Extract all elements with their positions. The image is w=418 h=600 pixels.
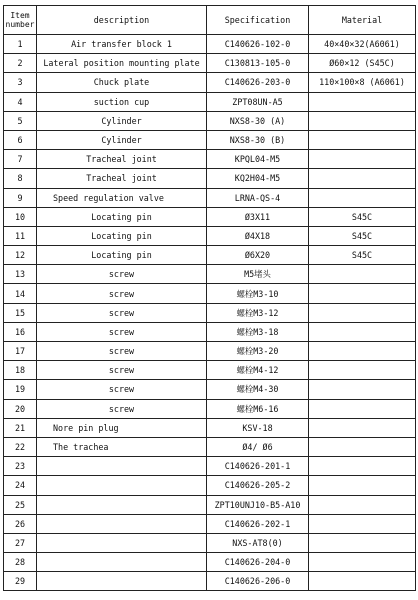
cell-material [309,188,416,207]
cell-item-number: 16 [4,322,37,341]
cell-material [309,169,416,188]
cell-description: Nore pin plug [37,418,207,437]
header-material: Material [309,6,416,35]
cell-description: screw [37,265,207,284]
table-row [4,457,416,476]
header-row [4,6,416,35]
cell-description: Tracheal joint [37,150,207,169]
cell-material [309,130,416,149]
table-row [4,533,416,552]
cell-material [309,457,416,476]
table-row [4,92,416,111]
cell-description [37,553,207,572]
cell-material [309,284,416,303]
parts-list-body [4,35,416,591]
cell-description: suction cup [37,92,207,111]
cell-description: Cylinder [37,111,207,130]
cell-material [309,92,416,111]
table-row [4,207,416,226]
table-row [4,514,416,533]
cell-material [309,514,416,533]
cell-material [309,322,416,341]
cell-specification: C140626-204-0 [207,553,309,572]
parts-list-sheet [3,5,415,597]
table-row [4,54,416,73]
table-row [4,380,416,399]
table-row [4,342,416,361]
table-row [4,284,416,303]
cell-specification: Ø4/ Ø6 [207,437,309,456]
cell-description [37,476,207,495]
cell-item-number: 18 [4,361,37,380]
cell-item-number: 26 [4,514,37,533]
table-row [4,572,416,591]
cell-description: screw [37,303,207,322]
cell-specification: C140626-205-2 [207,476,309,495]
cell-description [37,572,207,591]
table-row [4,111,416,130]
cell-description: Locating pin [37,226,207,245]
cell-item-number: 1 [4,35,37,54]
cell-item-number: 14 [4,284,37,303]
cell-specification: Ø4X18 [207,226,309,245]
cell-description: screw [37,399,207,418]
table-row [4,495,416,514]
cell-description: Locating pin [37,207,207,226]
cell-specification: 螺栓M3-10 [207,284,309,303]
cell-description [37,514,207,533]
cell-material [309,437,416,456]
cell-specification: ZPT10UNJ10-B5-A10 [207,495,309,514]
cell-item-number: 24 [4,476,37,495]
parts-list-table [3,5,416,591]
cell-item-number: 23 [4,457,37,476]
cell-item-number: 10 [4,207,37,226]
cell-description: Locating pin [37,246,207,265]
cell-material [309,572,416,591]
cell-material: S45C [309,226,416,245]
cell-material [309,111,416,130]
table-row [4,188,416,207]
table-row [4,437,416,456]
cell-description: screw [37,284,207,303]
cell-description: Cylinder [37,130,207,149]
cell-item-number: 5 [4,111,37,130]
cell-specification: NXS8-30 (B) [207,130,309,149]
cell-specification: C130813-105-0 [207,54,309,73]
cell-specification: LRNA-QS-4 [207,188,309,207]
cell-material: S45C [309,246,416,265]
table-row [4,150,416,169]
cell-description: screw [37,342,207,361]
cell-item-number: 25 [4,495,37,514]
cell-specification: NXS-AT8(0) [207,533,309,552]
cell-specification: C140626-202-1 [207,514,309,533]
header-item-line1: Item [10,11,30,20]
cell-description: The trachea [37,437,207,456]
cell-description: screw [37,322,207,341]
table-row [4,322,416,341]
cell-item-number: 28 [4,553,37,572]
cell-item-number: 17 [4,342,37,361]
table-row [4,303,416,322]
cell-item-number: 19 [4,380,37,399]
table-row [4,361,416,380]
cell-specification: ZPT08UN-A5 [207,92,309,111]
cell-description: Speed regulation valve [37,188,207,207]
cell-description: Lateral position mounting plate [37,54,207,73]
cell-specification: 螺栓M4-30 [207,380,309,399]
cell-specification: C140626-206-0 [207,572,309,591]
header-item-number [4,6,37,35]
table-row [4,169,416,188]
cell-item-number: 6 [4,130,37,149]
cell-material [309,495,416,514]
cell-specification: KQ2H04-M5 [207,169,309,188]
cell-specification: 螺栓M3-18 [207,322,309,341]
table-row [4,399,416,418]
cell-item-number: 4 [4,92,37,111]
cell-item-number: 3 [4,73,37,92]
cell-material [309,418,416,437]
cell-material: 110×100×8 (A6061) [309,73,416,92]
cell-material [309,533,416,552]
cell-material: 40×40×32(A6061) [309,35,416,54]
cell-item-number: 2 [4,54,37,73]
cell-material [309,361,416,380]
cell-specification: C140626-102-0 [207,35,309,54]
table-row [4,246,416,265]
cell-specification: 螺栓M3-12 [207,303,309,322]
cell-material [309,303,416,322]
table-row [4,73,416,92]
header-specification: Specification [207,6,309,35]
cell-material [309,476,416,495]
cell-specification: Ø6X20 [207,246,309,265]
cell-material [309,150,416,169]
cell-material [309,380,416,399]
cell-item-number: 13 [4,265,37,284]
cell-item-number: 27 [4,533,37,552]
cell-description [37,495,207,514]
cell-item-number: 22 [4,437,37,456]
header-item-line2: number [5,20,35,29]
cell-description: Air transfer block 1 [37,35,207,54]
cell-material [309,399,416,418]
table-row [4,553,416,572]
cell-specification: KSV-18 [207,418,309,437]
cell-item-number: 8 [4,169,37,188]
header-description: description [37,6,207,35]
table-row [4,130,416,149]
cell-specification: 螺栓M3-20 [207,342,309,361]
cell-specification: C140626-201-1 [207,457,309,476]
table-row [4,226,416,245]
cell-item-number: 21 [4,418,37,437]
cell-item-number: 29 [4,572,37,591]
cell-specification: NXS8-30 (A) [207,111,309,130]
cell-item-number: 11 [4,226,37,245]
cell-item-number: 20 [4,399,37,418]
cell-description: Tracheal joint [37,169,207,188]
cell-description: screw [37,380,207,399]
cell-material [309,342,416,361]
cell-description: Chuck plate [37,73,207,92]
table-row [4,418,416,437]
table-row [4,35,416,54]
cell-specification: 螺栓M6-16 [207,399,309,418]
cell-material [309,553,416,572]
cell-specification: 螺栓M4-12 [207,361,309,380]
cell-specification: C140626-203-0 [207,73,309,92]
cell-material: S45C [309,207,416,226]
cell-description [37,533,207,552]
cell-specification: Ø3X11 [207,207,309,226]
cell-material [309,265,416,284]
cell-specification: M5堵头 [207,265,309,284]
cell-material: Ø60×12 (S45C) [309,54,416,73]
cell-item-number: 15 [4,303,37,322]
cell-item-number: 12 [4,246,37,265]
table-row [4,476,416,495]
cell-specification: KPQL04-M5 [207,150,309,169]
cell-item-number: 9 [4,188,37,207]
cell-description: screw [37,361,207,380]
cell-item-number: 7 [4,150,37,169]
cell-description [37,457,207,476]
table-row [4,265,416,284]
